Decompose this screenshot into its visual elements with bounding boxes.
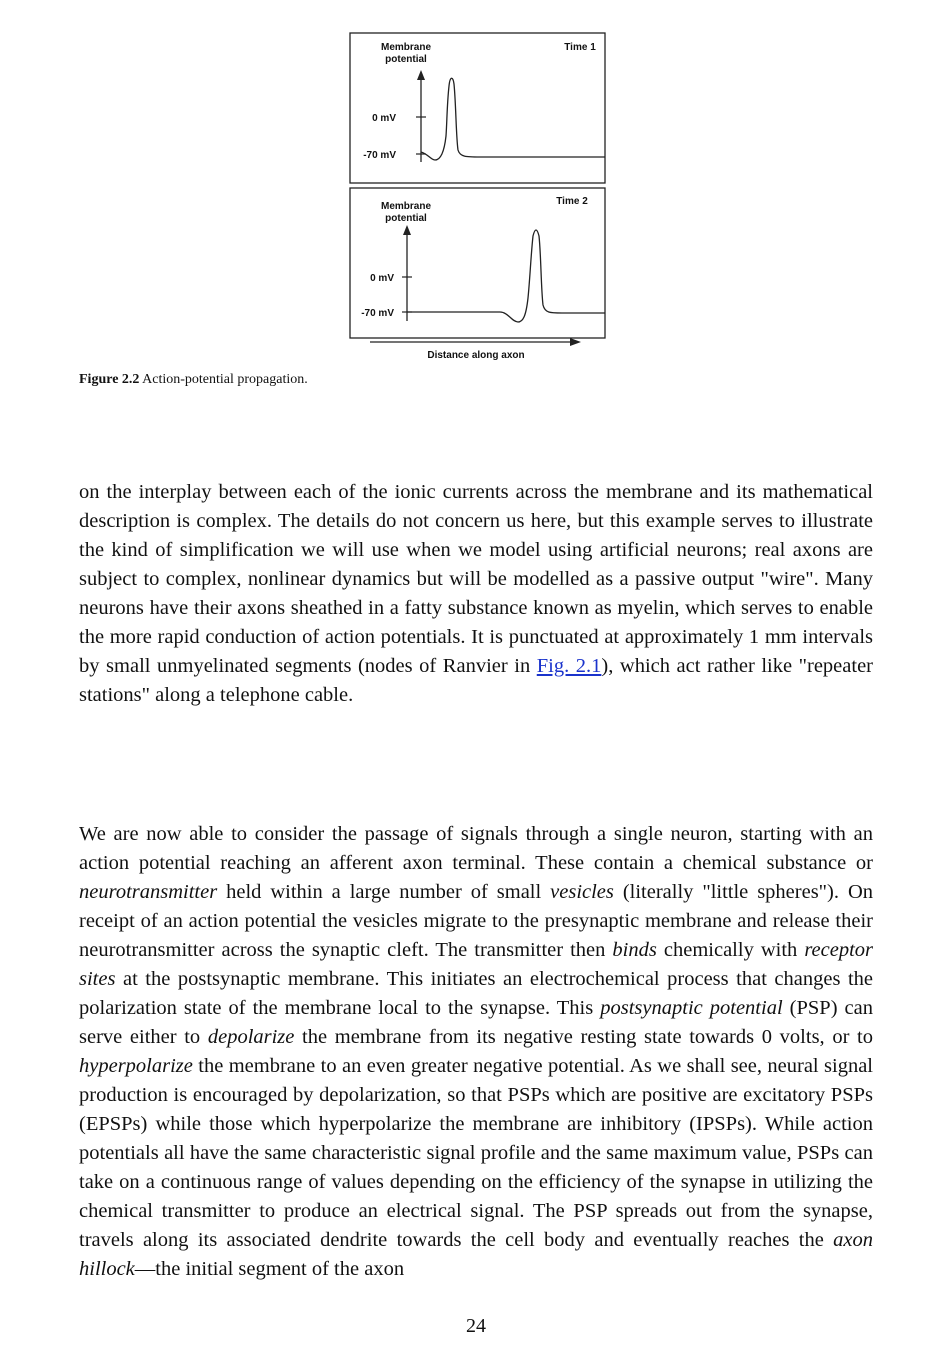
text-run: the membrane to an even greater negative potential. As we shall see, neural signal production is encouraged by depolarization, so that PSPs which are positive are excitatory PSPs (EPSPs) while those which hyperpolarize the membrane are inhibitory (IPSPs). While action potentials all have the same characteristic signal profile and the same maximum value, PSPs can take on a continuous range of values depending on the efficiency of the synapse in utilizing the chemical transmitter to produce an electrical signal. The PSP spreads out from the synapse, travels along its associated dendrite towards the cell body and eventually reaches the <box>79 1055 873 1251</box>
tick-label-70mv: -70 mV <box>361 308 394 319</box>
text-run: held within a large number of small <box>217 881 551 903</box>
body-paragraph-2 <box>79 820 873 1284</box>
emphasis-depolarize: depolarize <box>207 1026 295 1048</box>
emphasis-binds: binds <box>612 939 657 961</box>
emphasis-hyperpolarize: hyperpolarize <box>79 1055 193 1077</box>
text-run: —the initial segment of the axon <box>134 1258 405 1280</box>
y-axis-label-line1: Membrane <box>380 42 432 53</box>
fig-2-1-link[interactable]: Fig. 2.1 <box>536 655 602 677</box>
time-label: Time 1 <box>564 42 596 53</box>
emphasis-vesicles: vesicles <box>550 881 614 903</box>
text-run: We are now able to consider the passage of signals through a single neuron, starting with an action potential reaching an afferent axon terminal. These contain a chemical substance or <box>79 823 873 874</box>
text-run: at the postsynaptic membrane. This initiates an electrochemical process that changes the polarization state of the membrane local to the synapse. This <box>79 968 873 1019</box>
action-potential-figure <box>340 26 615 371</box>
emphasis-postsynaptic-potential: postsynaptic potential <box>600 997 783 1019</box>
distance-axis <box>370 338 581 361</box>
text-run: chemically with <box>656 939 805 961</box>
panel-time-1 <box>350 33 605 183</box>
tick-label-0mv: 0 mV <box>370 273 394 284</box>
time-label: Time 2 <box>556 196 588 207</box>
y-axis-label-line1: Membrane <box>380 201 432 212</box>
text-run: on the interplay between each of the ionic currents across the membrane and its mathematical description is complex. The details do not concern us here, but this example serves to illustrate the kind of simplification we will use when we model using artificial neurons; real axons are subject to complex, nonlinear dynamics but will be modelled as a passive output "wire". Many neurons have their axons sheathed in a fatty substance known as myelin, which serves to enable the more rapid conduction of action potentials. It is punctuated at approximately 1 mm intervals by small unmyelinated segments (nodes of Ranvier in <box>79 481 873 677</box>
y-axis-arrowhead <box>417 70 425 80</box>
figure-caption-text: Action-potential propagation. <box>139 372 308 387</box>
emphasis-axon-hillock: axon hillock <box>79 1229 873 1280</box>
figure-caption <box>79 372 308 388</box>
text-run: (literally "little spheres"). On receipt of an action potential the vesicles migrate to the presynaptic membrane and release their neurotransmitter across the synaptic cleft. The transmitter then <box>79 881 873 961</box>
y-axis-label-line2: potential <box>385 213 427 224</box>
emphasis-neurotransmitter: neurotransmitter <box>79 881 218 903</box>
text-run: ), which act rather like "repeater stations" along a telephone cable. <box>79 655 873 706</box>
y-axis-arrowhead <box>403 225 411 235</box>
y-axis-label-line2: potential <box>385 54 427 65</box>
text-run: the membrane from its negative resting state towards 0 volts, or to <box>294 1026 873 1048</box>
tick-label-0mv: 0 mV <box>372 113 396 124</box>
distance-axis-label: Distance along axon <box>427 350 525 361</box>
page-number: 24 <box>466 1315 486 1337</box>
emphasis-receptor-sites: receptor sites <box>79 939 873 990</box>
distance-arrowhead <box>570 338 581 346</box>
tick-label-70mv: -70 mV <box>363 150 396 161</box>
panel-time-2 <box>350 188 605 338</box>
action-potential-trace <box>407 230 605 322</box>
text-run: (PSP) can serve either to <box>79 997 874 1048</box>
action-potential-trace <box>421 78 605 160</box>
figure-label: Figure 2.2 <box>79 372 140 387</box>
body-paragraph-1 <box>79 478 873 710</box>
